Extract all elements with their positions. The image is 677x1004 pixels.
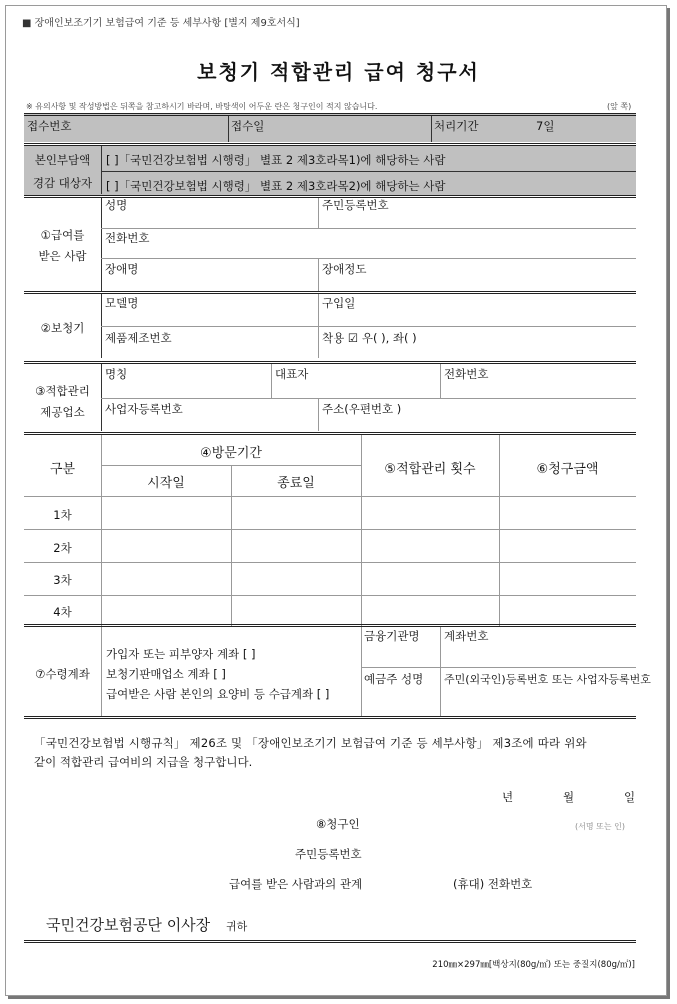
provider-address-field[interactable]: 주소(우편번호 ): [322, 402, 402, 416]
visit-row-label: 3차: [53, 573, 72, 587]
account-option-recipient[interactable]: 급여받은 사람 본인의 요양비 등 수급계좌 [ ]: [106, 687, 330, 701]
reduction-option-1[interactable]: [ ]「국민건강보험법 시행령」 별표 2 제3호라목1)에 해당하는 사람: [106, 153, 446, 167]
provider-name-field[interactable]: 명칭: [105, 367, 128, 381]
page-title: 보청기 적합관리 급여 청구서: [197, 60, 480, 84]
claimant-rrn-field[interactable]: 주민등록번호: [295, 847, 362, 861]
visit-row-label: 2차: [53, 541, 72, 555]
account-option-dealer[interactable]: 보청기판매업소 계좌 [ ]: [106, 667, 226, 681]
provider-phone-field[interactable]: 전화번호: [444, 367, 489, 381]
account-holder-id-field[interactable]: 주민(외국인)등록번호 또는 사업자등록번호: [444, 673, 651, 686]
reduction-label-1: 본인부담액: [34, 153, 91, 167]
serial-number-field[interactable]: 제품제조번호: [105, 331, 172, 345]
account-option-subscriber[interactable]: 가입자 또는 피부양자 계좌 [ ]: [106, 647, 256, 661]
recipient-name-field[interactable]: 성명: [105, 198, 128, 212]
recipient-phone-field[interactable]: 전화번호: [105, 231, 150, 245]
addressee-name: 국민건강보험공단 이사장: [46, 916, 211, 934]
bank-name-field[interactable]: 금융기관명: [364, 629, 420, 643]
recipient-disability-level-field[interactable]: 장애정도: [322, 262, 367, 276]
visit-row-label: 1차: [53, 508, 72, 522]
receipt-date-label: 접수일: [231, 119, 265, 133]
form-reference: ■ 장애인보조기기 보험급여 기준 등 세부사항 [별지 제9호서식]: [22, 18, 300, 29]
claimant-relation-field[interactable]: 급여를 받은 사람과의 관계: [229, 877, 363, 891]
declaration-line-1: 「국민건강보험법 시행규칙」 제26조 및 「장애인보조기기 보험급여 기준 등 세부사항」 제3조에 따라 위와: [34, 736, 587, 750]
visit-period-header: ④방문기간: [200, 446, 262, 461]
claim-amount-header: ⑥청구금액: [536, 462, 599, 477]
reduction-label-2: 경감 대상자: [32, 176, 93, 190]
reduction-option-2[interactable]: [ ]「국민건강보험법 시행령」 별표 2 제3호라목2)에 해당하는 사람: [106, 179, 446, 193]
processing-period-label: 처리기간: [434, 119, 479, 133]
purchase-date-field[interactable]: 구입일: [322, 296, 356, 310]
hearing-aid-label: ②보청기: [40, 321, 85, 335]
wearing-side-field[interactable]: 착용 ☑ 우( ), 좌( ): [322, 331, 417, 345]
paper-spec: 210㎜×297㎜[백상지(80g/㎡) 또는 중질지(80g/㎡)]: [432, 960, 635, 970]
provider-label-1: ③적합관리: [35, 384, 90, 398]
claimant-label: ⑧청구인: [316, 817, 360, 831]
claimant-phone-field[interactable]: (휴대) 전화번호: [453, 877, 533, 891]
account-label: ⑦수령계좌: [35, 667, 90, 681]
instruction-note: ※ 유의사항 및 작성방법은 뒤쪽을 참고하시기 바라며, 바탕색이 어두운 란은 청구인이 적지 않습니다.: [26, 102, 378, 111]
visit-row-label: 4차: [53, 605, 72, 619]
visit-category-header: 구분: [49, 462, 76, 477]
visit-start-header: 시작일: [147, 476, 185, 491]
account-number-field[interactable]: 계좌번호: [444, 629, 489, 643]
recipient-label-2: 받은 사람: [38, 249, 87, 263]
declaration-line-2: 같이 적합관리 급여비의 지급을 청구합니다.: [34, 755, 253, 769]
provider-biz-number-field[interactable]: 사업자등록번호: [105, 402, 183, 416]
page-side-label: (앞 쪽): [607, 102, 632, 111]
date-month-field[interactable]: 월: [563, 790, 575, 804]
receipt-number-label: 접수번호: [27, 119, 72, 133]
account-holder-field[interactable]: 예금주 성명: [364, 672, 424, 686]
recipient-label-1: ①급여를: [40, 228, 85, 242]
model-name-field[interactable]: 모델명: [105, 296, 139, 310]
date-day-field[interactable]: 일: [624, 790, 636, 804]
signature-note[interactable]: (서명 또는 인): [575, 822, 625, 831]
provider-label-2: 제공업소: [40, 405, 85, 419]
date-year-field[interactable]: 년: [502, 790, 514, 804]
processing-period-value: 7일: [536, 119, 555, 133]
recipient-rrn-field[interactable]: 주민등록번호: [322, 198, 389, 212]
addressee-suffix: 귀하: [226, 920, 248, 933]
visit-count-header: ⑤적합관리 횟수: [384, 462, 476, 477]
visit-end-header: 종료일: [277, 476, 315, 491]
recipient-disability-field[interactable]: 장애명: [105, 262, 139, 276]
provider-ceo-field[interactable]: 대표자: [275, 367, 309, 381]
